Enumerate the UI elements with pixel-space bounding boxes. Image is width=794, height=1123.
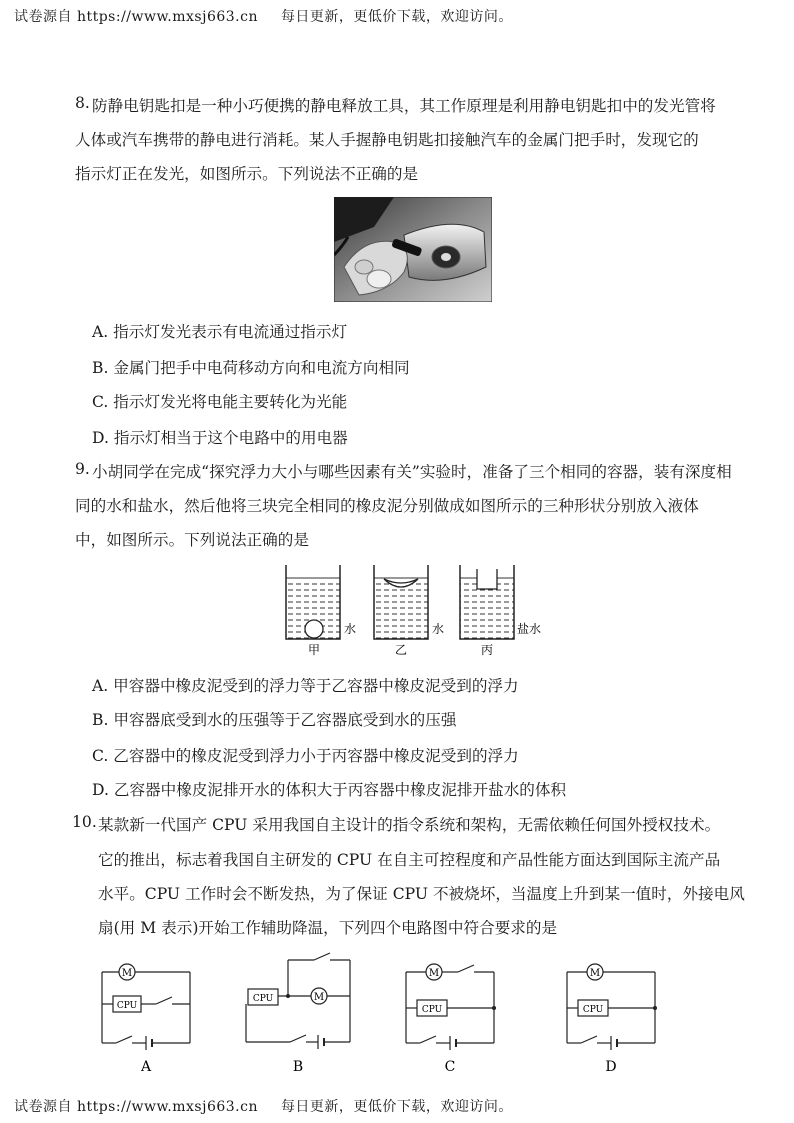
question-text-line: 中，如图所示。下列说法正确的是: [75, 531, 309, 549]
container-jia: [286, 565, 356, 657]
footer-slogan: 每日更新，更低价下载，欢迎访问。: [280, 1099, 513, 1115]
question-text-line: 防静电钥匙扣是一种小巧便携的静电释放工具，其工作原理是利用静电钥匙扣中的发光管将: [92, 97, 716, 115]
option-b: B. 金属门把手中电荷移动方向和电流方向相同: [92, 359, 410, 377]
container-label: 乙: [395, 643, 408, 657]
circuit-label: A: [140, 1059, 152, 1075]
option-b: B. 甲容器底受到水的压强等于乙容器底受到水的压强: [92, 711, 457, 729]
motor-symbol: M: [589, 968, 601, 979]
page-footer: [14, 1096, 513, 1116]
cpu-label: CPU: [582, 1005, 604, 1015]
footer-source: 试卷源自: [14, 1099, 72, 1115]
keyfob-door-handle-photo: [334, 197, 492, 302]
circuit-diagram-b: [242, 946, 356, 1076]
circuit-diagram-c: [400, 958, 500, 1076]
option-a: A. 甲容器中橡皮泥受到的浮力等于乙容器中橡皮泥受到的浮力: [92, 677, 519, 695]
circuit-label: B: [292, 1059, 304, 1075]
question-number: 10.: [72, 813, 97, 831]
question-text-line: 同的水和盐水，然后他将三块完全相同的橡皮泥分别做成如图所示的三种形状分别放入液体: [75, 497, 699, 515]
footer-url[interactable]: https://www.mxsj663.cn: [76, 1099, 258, 1115]
option-c: C. 指示灯发光将电能主要转化为光能: [92, 393, 348, 411]
question-text-line: 某款新一代国产 CPU 采用我国自主设计的指令系统和架构，无需依赖任何国外授权技术。: [98, 816, 721, 834]
question-number: 8.: [75, 94, 90, 112]
question-number: 9.: [75, 460, 90, 478]
question-text-line: 指示灯正在发光，如图所示。下列说法不正确的是: [75, 165, 419, 183]
motor-symbol: M: [428, 968, 440, 979]
page-header: [14, 6, 513, 26]
buoyancy-containers-figure: [280, 563, 550, 659]
container-yi: [374, 565, 444, 657]
container-bing: [460, 565, 541, 657]
cpu-label: CPU: [116, 1001, 138, 1011]
option-a: A. 指示灯发光表示有电流通过指示灯: [92, 323, 348, 341]
option-c: C. 乙容器中的橡皮泥受到浮力小于丙容器中橡皮泥受到的浮力: [92, 747, 519, 765]
liquid-label: 水: [344, 622, 357, 636]
circuit-diagram-a: [96, 958, 196, 1076]
motor-symbol: M: [313, 992, 325, 1003]
header-url[interactable]: https://www.mxsj663.cn: [76, 9, 258, 25]
question-text-line: 小胡同学在完成“探究浮力大小与哪些因素有关”实验时，准备了三个相同的容器，装有深度相: [92, 463, 732, 481]
header-slogan: 每日更新，更低价下载，欢迎访问。: [280, 9, 513, 25]
option-d: D. 乙容器中橡皮泥排开水的体积大于丙容器中橡皮泥排开盐水的体积: [92, 781, 567, 799]
circuit-diagram-d: [561, 958, 661, 1076]
circuit-label: C: [444, 1059, 456, 1075]
question-text-line: 人体或汽车携带的静电进行消耗。某人手握静电钥匙扣接触汽车的金属门把手时，发现它的: [75, 131, 699, 149]
container-label: 甲: [308, 643, 321, 657]
liquid-label: 水: [432, 622, 445, 636]
motor-symbol: M: [121, 968, 133, 979]
question-text-line: 水平。CPU 工作时会不断发热，为了保证 CPU 不被烧坏，当温度上升到某一值时，外接电风: [98, 885, 745, 903]
option-d: D. 指示灯相当于这个电路中的用电器: [92, 429, 348, 447]
liquid-label: 盐水: [517, 622, 542, 636]
question-text-line: 扇(用 M 表示)开始工作辅助降温，下列四个电路图中符合要求的是: [98, 919, 558, 937]
header-source: 试卷源自: [14, 9, 72, 25]
cpu-label: CPU: [252, 994, 274, 1004]
question-text-line: 它的推出，标志着我国自主研发的 CPU 在自主可控程度和产品性能方面达到国际主流产品: [98, 851, 721, 869]
circuit-label: D: [605, 1059, 617, 1075]
container-label: 丙: [481, 643, 494, 657]
cpu-label: CPU: [421, 1005, 443, 1015]
